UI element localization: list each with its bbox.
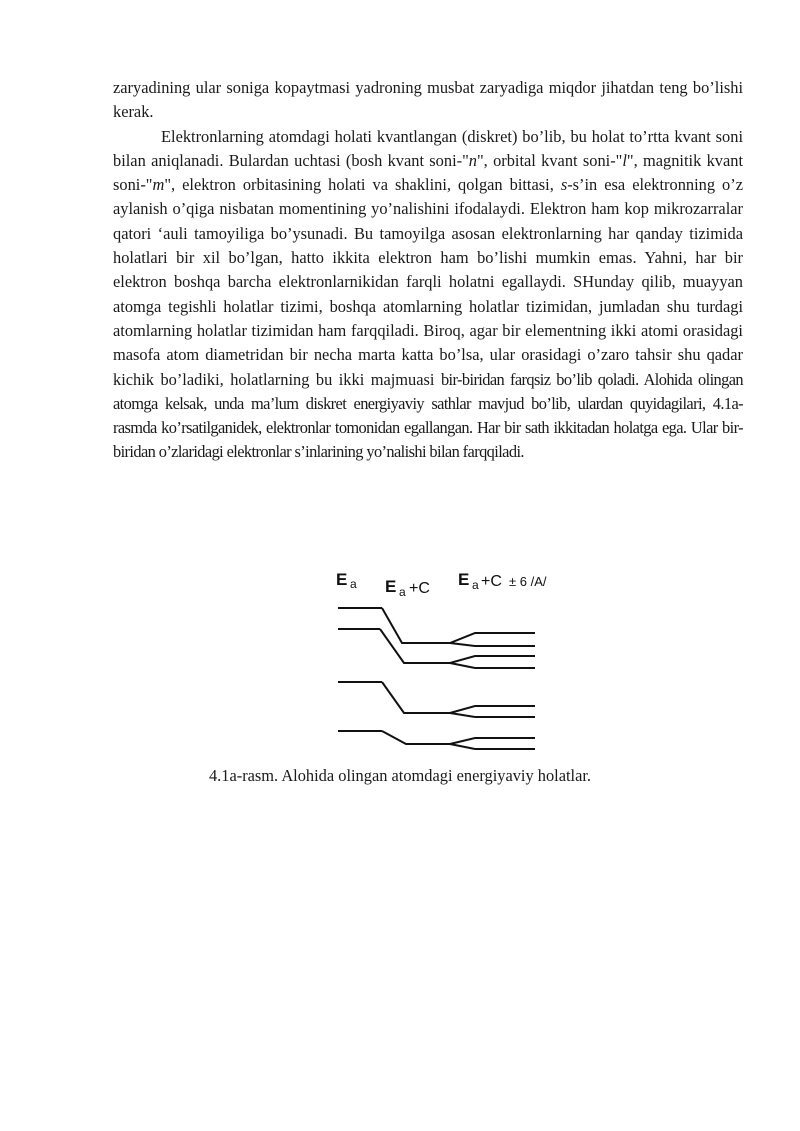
energy-levels-figure [320,560,560,760]
level-line [450,663,475,668]
label-eac6-sub: a [472,578,479,592]
label-eac6-rest: +C [481,573,502,590]
paragraph [113,125,743,465]
italic-symbol: l [622,150,627,170]
body-text [113,76,743,465]
level-line [382,682,535,713]
figure-caption: 4.1a-rasm. Alohida olingan atomdagi energiyaviy holatlar. [208,766,592,785]
label-eac-rest: +C [409,580,430,597]
text-run: Elektronlarning atomdagi holati kvantlangan (diskret) bo’lib, bu holat to’rtta kvant soni bilan aniqlanadi. Bulardan uchtasi (bosh kvant soni-" [113,126,743,170]
label-eac6-pm: ± 6 /A/ [509,574,547,589]
level-line [382,731,535,744]
italic-symbol: m [152,175,165,195]
italic-symbol: n [468,150,477,170]
text-run: ", elektron orbitasining holati va shaklini, qolgan bittasi, [164,175,561,195]
level-line [450,643,475,646]
italic-symbol: s [560,175,568,195]
label-eac6-main: E [458,570,470,589]
text-run: ", orbital kvant soni-" [476,150,623,170]
energy-levels-diagram [320,560,560,760]
text-run: -s’in esa elektronning o’z aylanish o’qiga nisbatan momentining yo’nalishini ifodalaydi. Elektron ham kop mikrozarralar qatori ‘auli tamoyiliga bo’ysunadi. Bu tamoyilga asosan elektronlarning har qanday tizimida holatlari bir xil bo’lgan, hatto ikkita elektron ham bo’lishi mumkin emas. Yahni, har bir elektron boshqa barcha elektronlarnikidan farqli holatni egallaydi. SHunday qilib, muayyan atomga tegishli holatlar tizimi, boshqa atomlarning holatlar tizimidan, jumladan shu turdagi atomlarning holatlar tizimidan ham farqqiladi. Biroq, agar bir elementning ikki atomi orasidagi masofa atom diametridan bir necha marta katta bo’lsa, ular orasidagi o’zaro tahsir shu qadar kichik bo’ladiki, holatlarning bu ikki majmuasi [113,175,743,389]
level-line [450,713,475,717]
label-ea-sub: a [350,577,357,591]
text-run: bir-biridan farqsiz bo’lib qoladi. Alohida olingan atomga kelsak, unda ma’lum diskret energiyaviy sathlar mavjud bo’lib, ulardan quyidagilari, 4.1a-rasmda ko’rsatilganidek, elektronlar tomonidan egallangan. Har bir sath ikkitadan holatga ega. Ular bir-biridan o’zlaridagi elektronlar s’inlarining yo’nalishi bilan farqqiladi. [113,369,743,462]
paragraph [113,76,743,125]
text-run: ", magnitik kvant soni-" [113,150,744,195]
level-line [450,744,475,749]
label-eac-sub: a [399,585,406,599]
label-eac-main: E [385,577,397,596]
level-line [382,608,535,643]
label-ea-main: E [336,570,348,589]
text-run: zaryadining ular soniga kopaytmasi yadroning musbat zaryadiga miqdor jihatdan teng bo’lishi kerak. [113,78,743,122]
level-lines [338,608,535,749]
